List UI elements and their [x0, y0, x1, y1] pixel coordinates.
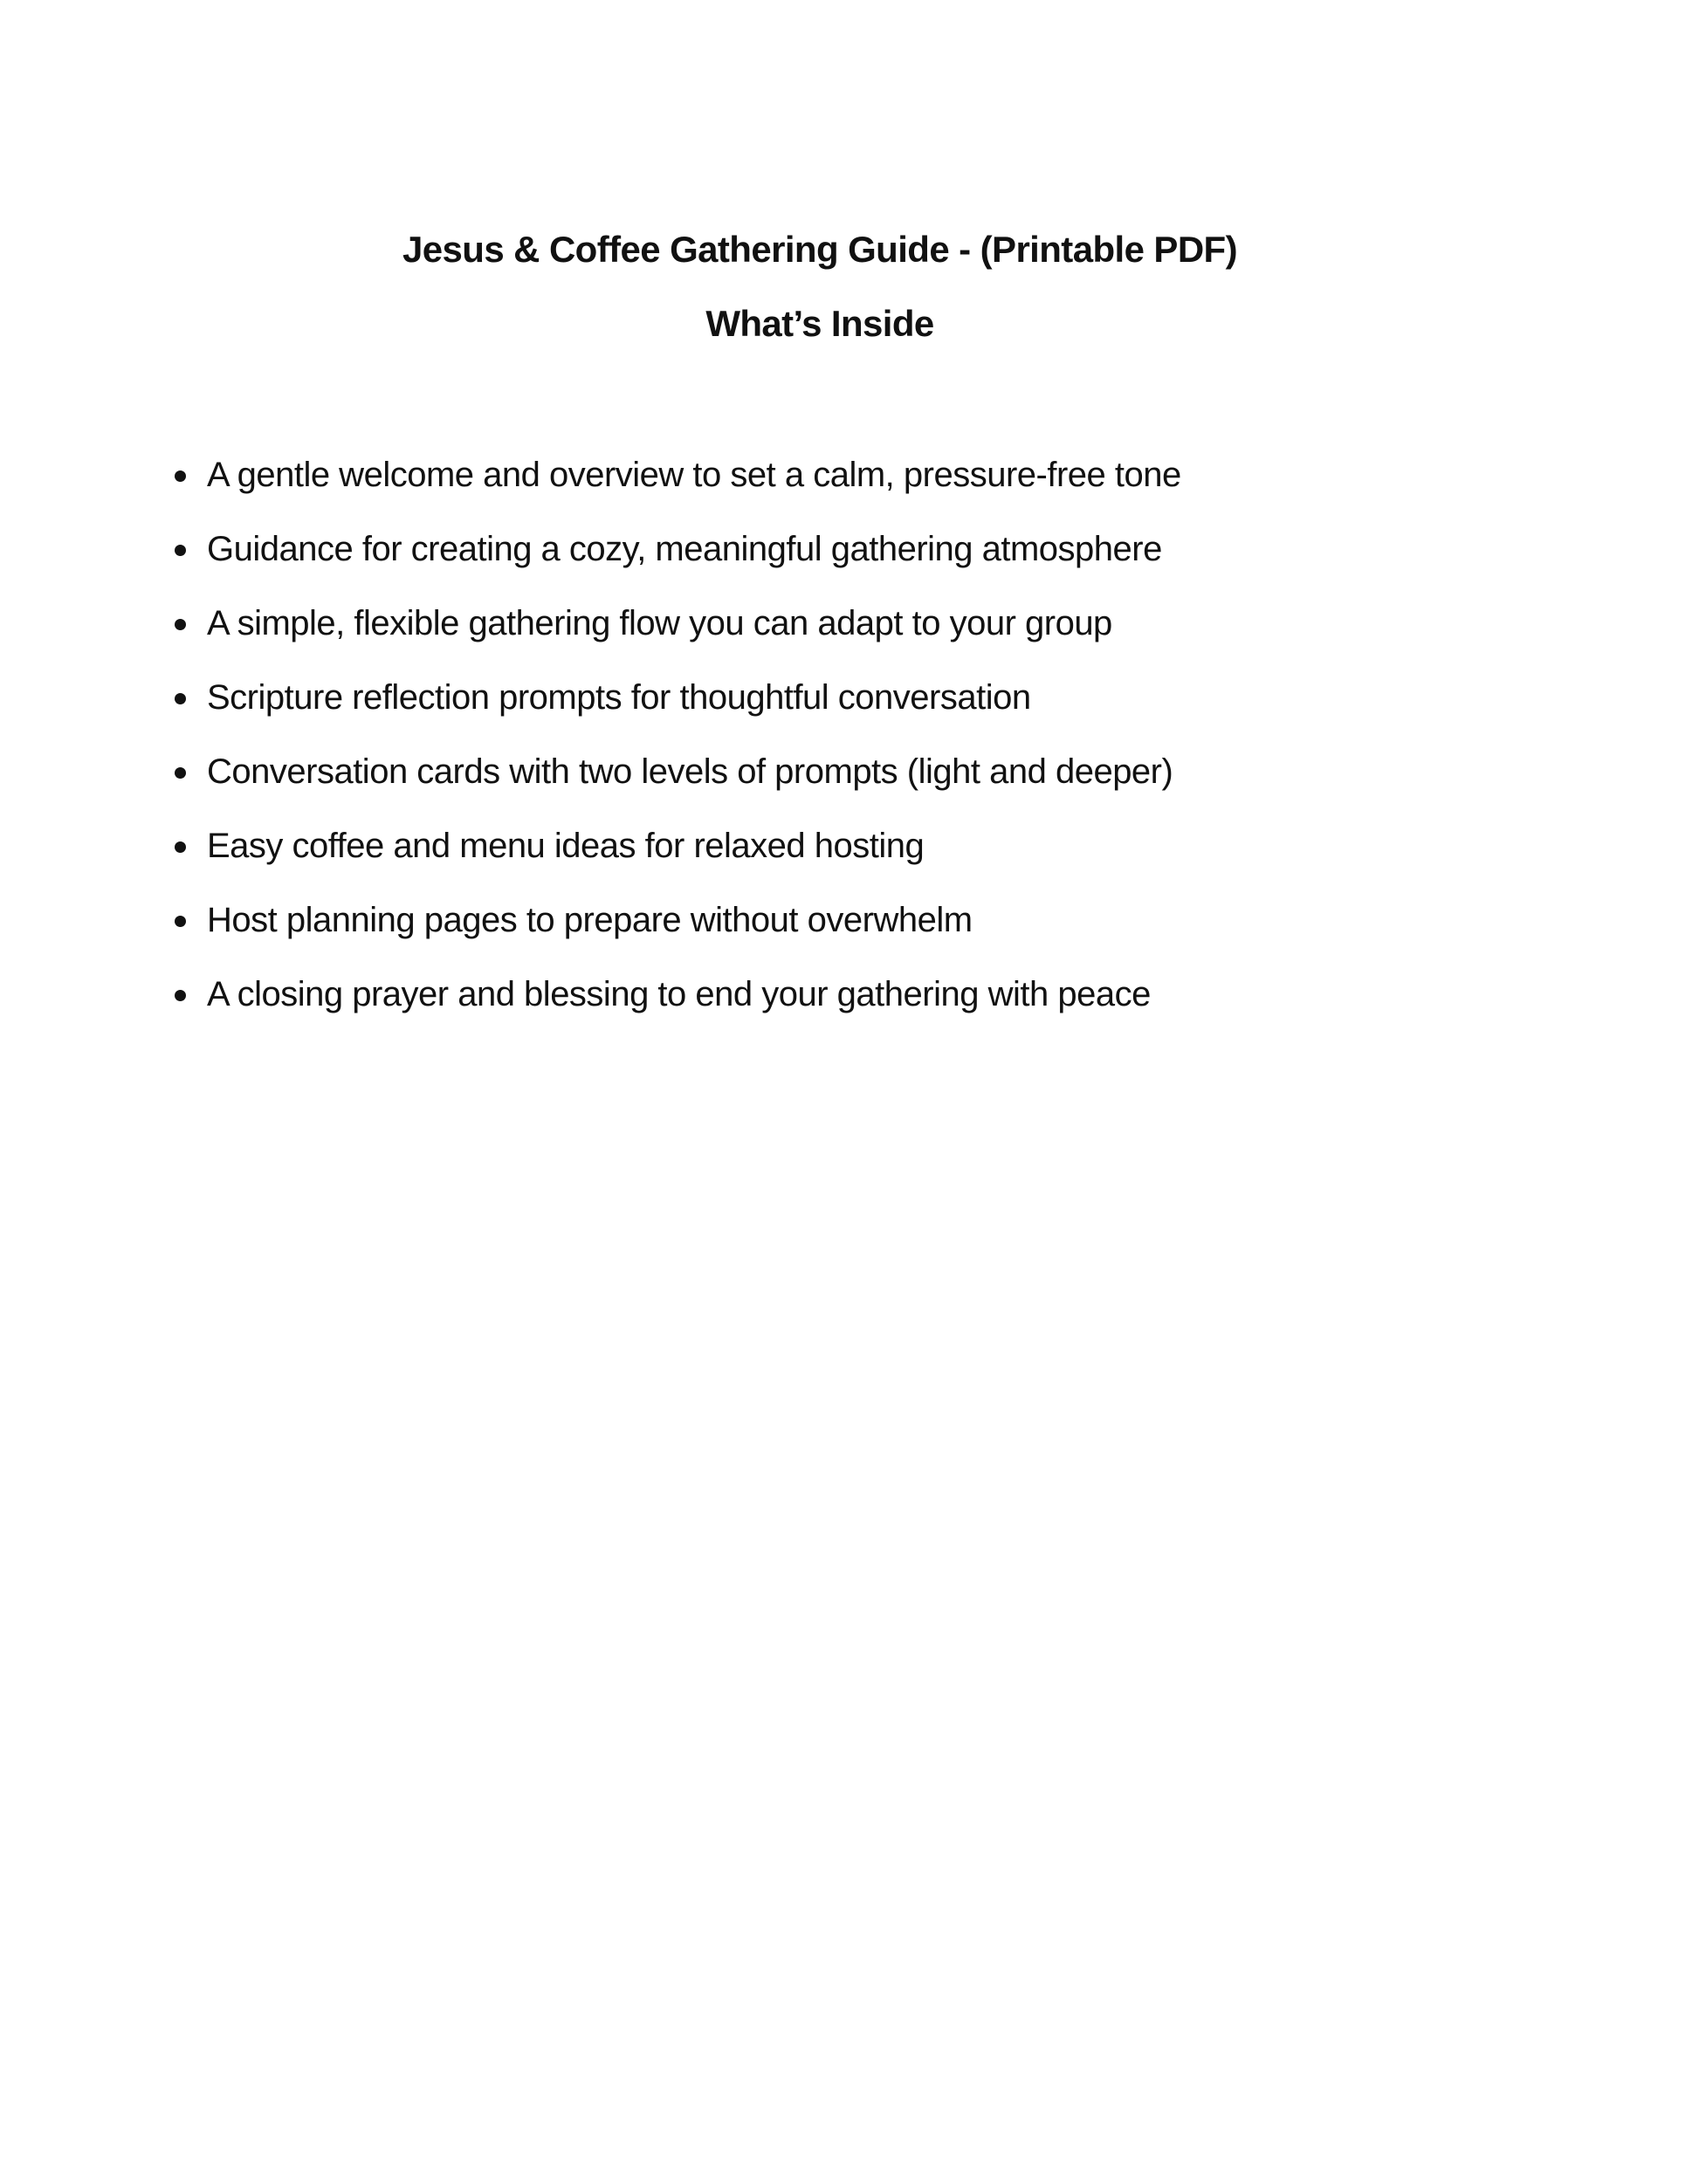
list-item-text: Conversation cards with two levels of prompts (light and deeper) — [207, 752, 1173, 791]
bullet-icon — [175, 990, 186, 1001]
list-item-text: A simple, flexible gathering flow you can adapt to your group — [207, 604, 1112, 642]
bullet-icon — [175, 693, 186, 704]
bullet-icon — [175, 916, 186, 927]
bullet-icon — [175, 767, 186, 779]
list-item-text: Scripture reflection prompts for thoughtful conversation — [207, 678, 1031, 717]
bullet-icon — [175, 619, 186, 630]
bullet-icon — [175, 470, 186, 482]
list-item-text: A closing prayer and blessing to end your gathering with peace — [207, 975, 1151, 1013]
list-item-text: Guidance for creating a cozy, meaningful gathering atmosphere — [207, 530, 1162, 568]
bullet-icon — [175, 545, 186, 556]
list-item-text: Host planning pages to prepare without overwhelm — [207, 901, 973, 939]
list-item-text: Easy coffee and menu ideas for relaxed hosting — [207, 827, 925, 865]
document-title: Jesus & Coffee Gathering Guide - (Printable PDF) — [402, 229, 1237, 270]
list-item-text: A gentle welcome and overview to set a calm, pressure-free tone — [207, 456, 1181, 494]
bullet-icon — [175, 841, 186, 853]
section-heading: What’s Inside — [705, 303, 934, 344]
